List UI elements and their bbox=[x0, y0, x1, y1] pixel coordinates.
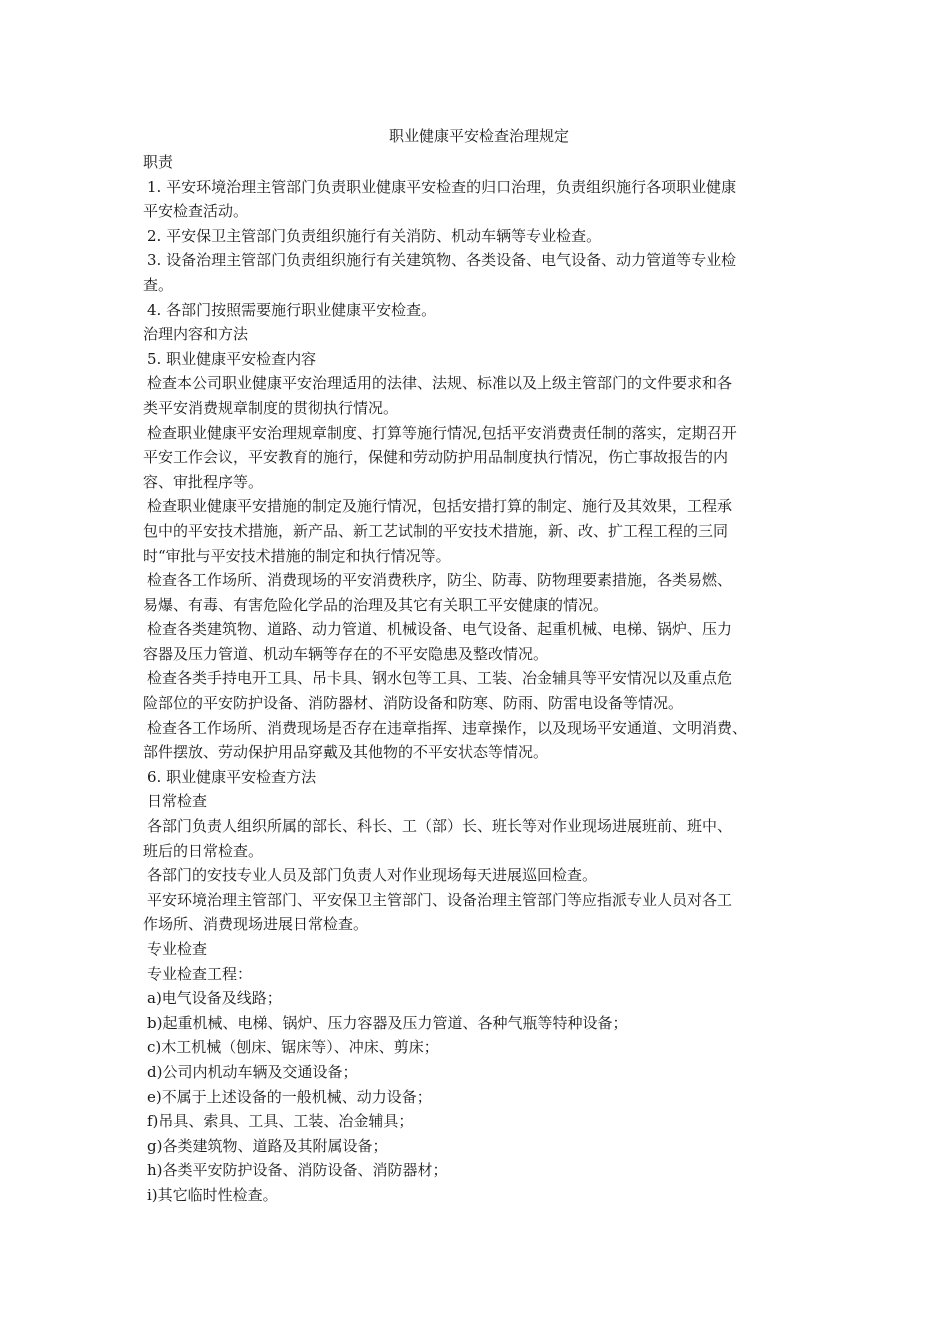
text-line: d)公司内机动车辆及交通设备； bbox=[147, 1062, 358, 1081]
text-line: 班后的日常检查。 bbox=[143, 841, 264, 860]
text-line: h)各类平安防护设备、消防设备、消防器材； bbox=[147, 1161, 448, 1180]
text-line: 查。 bbox=[143, 275, 174, 294]
text-line: 包中的平安技术措施，新产品、新工艺试制的平安技术措施，新、改、扩工程工程的三同 bbox=[143, 521, 729, 540]
text-line: f)吊具、索具、工具、工装、冶金辅具； bbox=[147, 1112, 414, 1131]
text-line: 部件摆放、劳动保护用品穿戴及其他物的不平安状态等情况。 bbox=[143, 743, 549, 762]
text-line: 5. 职业健康平安检查内容 bbox=[147, 349, 317, 368]
text-line: i)其它临时性检查。 bbox=[147, 1185, 278, 1204]
text-line: 检查职业健康平安措施的制定及施行情况，包括安措打算的制定、施行及其效果，工程承 bbox=[147, 497, 733, 516]
text-line: 检查各类建筑物、道路、动力管道、机械设备、电气设备、起重机械、电梯、锅炉、压力 bbox=[147, 620, 733, 639]
text-line: c)木工机械（刨床、锯床等）、冲床、剪床； bbox=[147, 1038, 439, 1057]
text-line: 3. 设备治理主管部门负责组织施行有关建筑物、各类设备、电气设备、动力管道等专业检 bbox=[147, 251, 737, 270]
text-line: 日常检查 bbox=[147, 792, 208, 811]
text-line: 专业检查工程： bbox=[147, 964, 253, 983]
text-line: 治理内容和方法 bbox=[143, 325, 249, 344]
text-line: 时“审批与平安技术措施的制定和执行情况等。 bbox=[143, 546, 451, 565]
text-line: 易爆、有毒、有害危险化学品的治理及其它有关职工平安健康的情况。 bbox=[143, 595, 609, 614]
text-line: 6. 职业健康平安检查方法 bbox=[147, 767, 317, 786]
document-page bbox=[143, 122, 815, 1208]
text-line: g)各类建筑物、道路及其附属设备； bbox=[147, 1136, 388, 1155]
text-line: 检查各工作场所、消费现场的平安消费秩序，防尘、防毒、防物理要素措施，各类易燃、 bbox=[147, 571, 733, 590]
text-line: 类平安消费规章制度的贯彻执行情况。 bbox=[143, 398, 399, 417]
text-line: 检查各工作场所、消费现场是否存在违章指挥、违章操作，以及现场平安通道、文明消费、 bbox=[147, 718, 748, 737]
text-line: 2. 平安保卫主管部门负责组织施行有关消防、机动车辆等专业检查。 bbox=[147, 226, 602, 245]
text-line: 检查各类手持电开工具、吊卡具、钢水包等工具、工装、冶金辅具等平安情况以及重点危 bbox=[147, 669, 733, 688]
text-line: 作场所、消费现场进展日常检查。 bbox=[143, 915, 369, 934]
text-line: b)起重机械、电梯、锅炉、压力容器及压力管道、各种气瓶等特种设备； bbox=[147, 1013, 628, 1032]
text-line: 各部门的安技专业人员及部门负责人对作业现场每天进展巡回检查。 bbox=[147, 866, 598, 885]
text-line: 平安检查活动。 bbox=[143, 202, 249, 221]
text-line: 检查职业健康平安治理规章制度、打算等施行情况,包括平安消费责任制的落实，定期召开 bbox=[147, 423, 737, 442]
text-line: 4. 各部门按照需要施行职业健康平安检查。 bbox=[147, 300, 437, 319]
text-line: 各部门负责人组织所属的部长、科长、工（部）长、班长等对作业现场进展班前、班中、 bbox=[147, 817, 733, 836]
text-line: 职责 bbox=[143, 153, 174, 171]
text-line: 检查本公司职业健康平安治理适用的法律、法规、标准以及上级主管部门的文件要求和各 bbox=[147, 374, 733, 393]
text-line: 平安环境治理主管部门、平安保卫主管部门、设备治理主管部门等应指派专业人员对各工 bbox=[147, 890, 733, 909]
text-line: 1. 平安环境治理主管部门负责职业健康平安检查的归口治理，负责组织施行各项职业健康 bbox=[147, 177, 737, 196]
text-line: e)不属于上述设备的一般机械、动力设备； bbox=[147, 1087, 432, 1106]
text-line: 专业检查 bbox=[147, 940, 208, 958]
document-body bbox=[143, 150, 815, 1208]
text-line: 容、审批程序等。 bbox=[143, 472, 264, 491]
text-line: a)电气设备及线路； bbox=[147, 989, 282, 1008]
text-line: 容器及压力管道、机动车辆等存在的不平安隐患及整改情况。 bbox=[143, 644, 549, 663]
text-line: 平安工作会议，平安教育的施行，保健和劳动防护用品制度执行情况，伤亡事故报告的内 bbox=[143, 448, 729, 467]
text-line: 险部位的平安防护设备、消防器材、消防设备和防寒、防雨、防雷电设备等情况。 bbox=[143, 694, 684, 713]
document-title: 职业健康平安检查治理规定 bbox=[388, 127, 569, 145]
